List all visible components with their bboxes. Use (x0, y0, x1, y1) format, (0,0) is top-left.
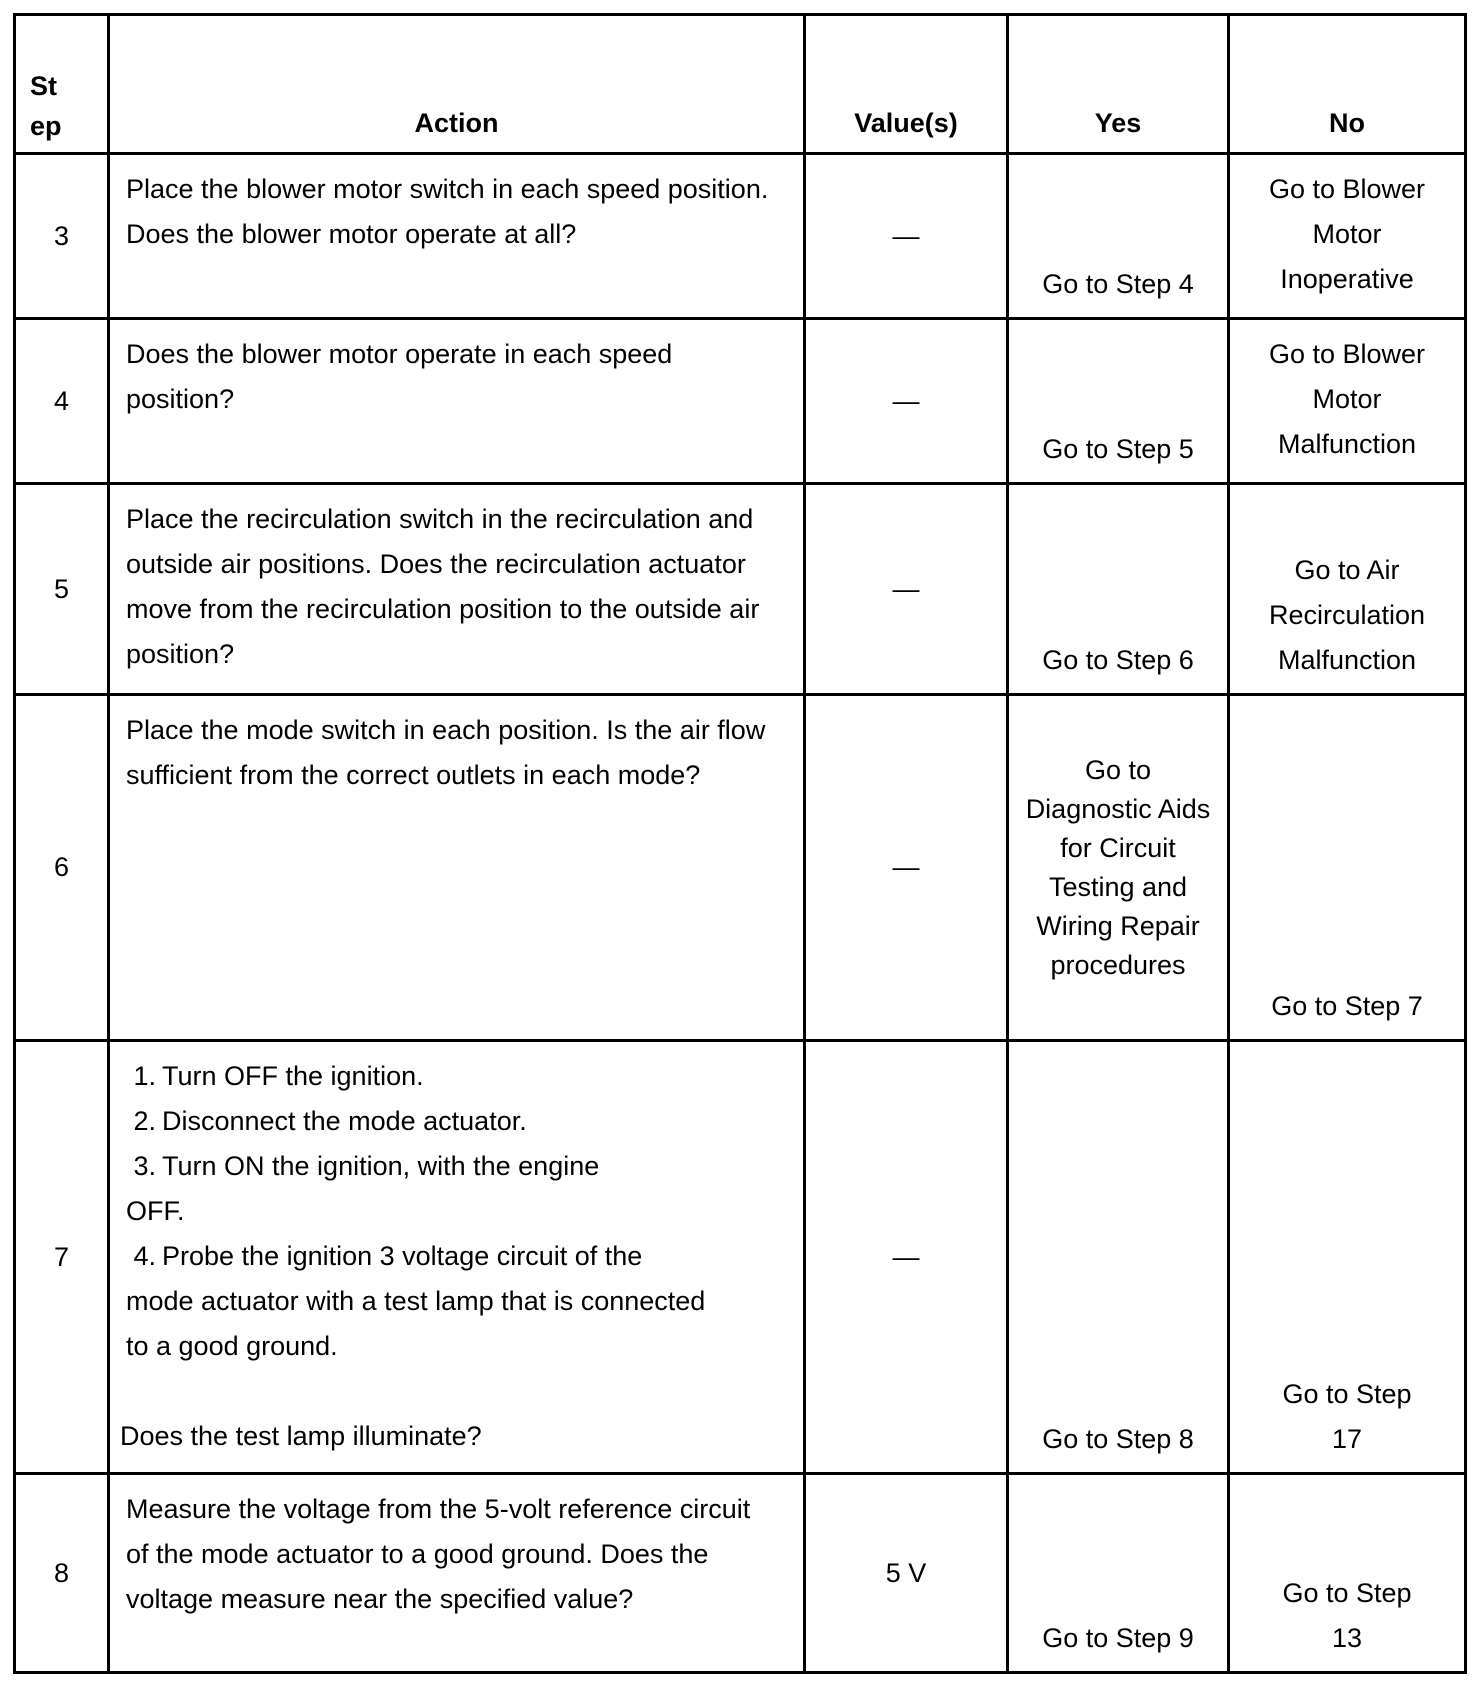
value-cell: 5 V (805, 1474, 1008, 1673)
list-item: 1. Turn OFF the ignition. (133, 1061, 424, 1091)
value-cell: — (805, 319, 1008, 484)
action-text: Does the blower motor operate in each speed position? (109, 319, 805, 484)
header-yes: Yes (1008, 15, 1229, 154)
value-cell: — (805, 1041, 1008, 1474)
yes-cell: Go to Step 8 (1008, 1041, 1229, 1474)
step-number: 5 (15, 484, 109, 695)
step-number: 6 (15, 695, 109, 1041)
no-cell: Go to Step 7 (1229, 695, 1466, 1041)
no-cell: Go to Blower Motor Malfunction (1229, 319, 1466, 484)
diagnostic-table (13, 13, 1467, 1674)
value-cell: — (805, 695, 1008, 1041)
step-number: 8 (15, 1474, 109, 1673)
yes-cell: Go to Step 9 (1008, 1474, 1229, 1673)
step-number: 4 (15, 319, 109, 484)
no-cell: Go to Step 17 (1229, 1041, 1466, 1474)
header-action: Action (109, 15, 805, 154)
action-text: Place the blower motor switch in each speed position. Does the blower motor operate at all? (109, 154, 805, 319)
value-cell: — (805, 154, 1008, 319)
yes-cell: Go to Step 6 (1008, 484, 1229, 695)
step-number: 3 (15, 154, 109, 319)
table-row (15, 484, 1466, 695)
action-text (109, 1041, 805, 1474)
value-cell: — (805, 484, 1008, 695)
no-cell: Go to Air Recirculation Malfunction (1229, 484, 1466, 695)
header-values: Value(s) (805, 15, 1008, 154)
yes-cell: Go to Diagnostic Aids for Circuit Testing and Wiring Repair procedures (1008, 695, 1229, 1041)
header-row (15, 15, 1466, 154)
list-item: 3. Turn ON the ignition, with the engine OFF. (126, 1151, 600, 1226)
table-row (15, 695, 1466, 1041)
table-row (15, 1474, 1466, 1673)
list-item: 4. Probe the ignition 3 voltage circuit of the mode actuator with a test lamp that is connected to a good ground. (126, 1241, 706, 1361)
action-text: Place the mode switch in each position. Is the air flow sufficient from the correct outlets in each mode? (109, 695, 805, 1041)
header-no: No (1229, 15, 1466, 154)
yes-cell: Go to Step 5 (1008, 319, 1229, 484)
action-text: Measure the voltage from the 5-volt reference circuit of the mode actuator to a good ground. Does the voltage measure near the specified value? (109, 1474, 805, 1673)
no-cell: Go to Blower Motor Inoperative (1229, 154, 1466, 319)
no-cell: Go to Step 13 (1229, 1474, 1466, 1673)
header-step: St ep (15, 15, 109, 154)
step-number: 7 (15, 1041, 109, 1474)
table-row (15, 1041, 1466, 1474)
table-row (15, 319, 1466, 484)
list-item: 2. Disconnect the mode actuator. (133, 1106, 527, 1136)
question-text: Does the test lamp illuminate? (120, 1421, 482, 1451)
yes-cell: Go to Step 4 (1008, 154, 1229, 319)
table-row (15, 154, 1466, 319)
action-text: Place the recirculation switch in the recirculation and outside air positions. Does the recirculation actuator move from the recirculation position to the outside air position? (109, 484, 805, 695)
